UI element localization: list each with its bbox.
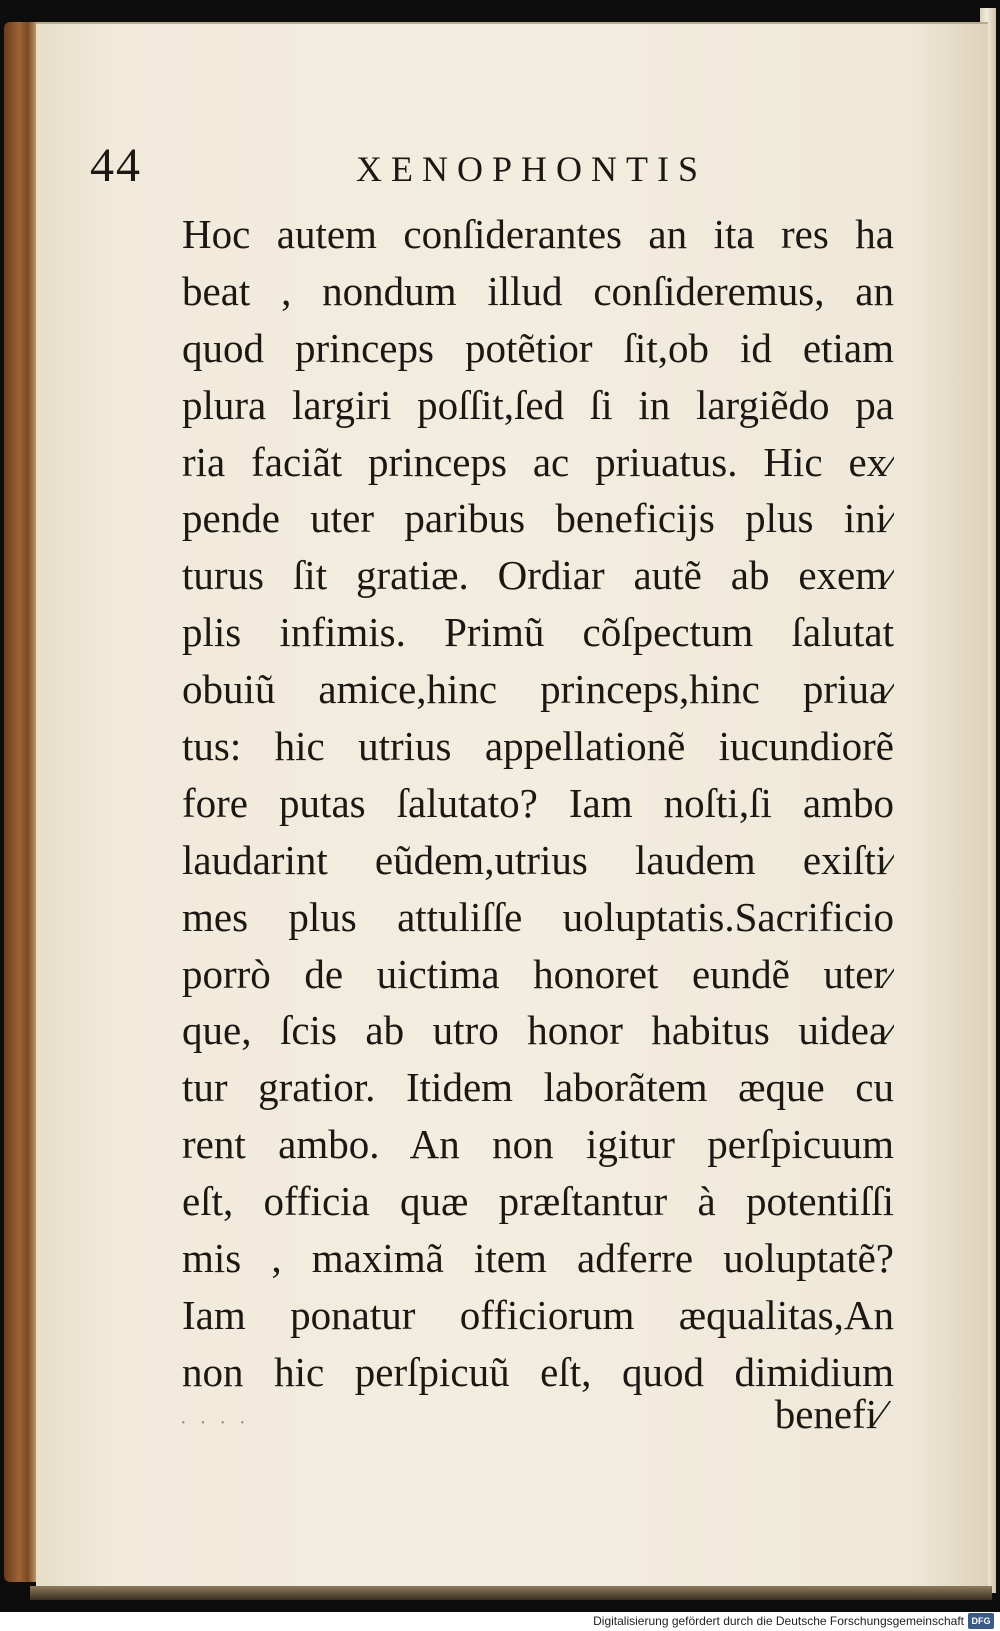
text-line: que, ſcis ab utro honor habitus uidea⁄ — [182, 1007, 894, 1054]
text-line: tus: hic utrius appellationẽ iucundiorẽ — [182, 723, 894, 770]
page-bottom-edge — [30, 1586, 992, 1600]
running-head: XENOPHONTIS — [356, 149, 707, 189]
text-line: turus ſit gratiæ. Ordiar autẽ ab exem⁄ — [182, 552, 894, 599]
dfg-logo: DFG — [968, 1613, 994, 1629]
text-line: quod princeps potẽtior ſit,ob id etiam — [182, 324, 894, 371]
text-line: non hic perſpicuũ eſt, quod dimidium — [182, 1348, 894, 1395]
text-block — [182, 206, 894, 1401]
text-line: porrò de uictima honoret eundẽ uter⁄ — [182, 950, 894, 997]
text-line: mis , maximã item adferre uoluptatẽ? — [182, 1235, 894, 1282]
text-line: plis infimis. Primũ cõſpectum ſalutat — [182, 609, 894, 656]
text-line: tur gratior. Itidem laborãtem æque cu — [182, 1064, 894, 1111]
digitization-credit: Digitalisierung gefördert durch die Deutsche Forschungsgemeinschaft — [593, 1614, 964, 1628]
text-line: rent ambo. An non igitur perſpicuum — [182, 1121, 894, 1168]
ink-specks: · · · · — [180, 1412, 250, 1434]
text-line: fore putas ſalutato? Iam noſti,ſi ambo — [182, 779, 894, 826]
text-line: laudarint eũdem,utrius laudem exiſti⁄ — [182, 836, 894, 883]
text-line: ria faciãt princeps ac priuatus. Hic ex⁄ — [182, 438, 894, 485]
text-line: mes plus attuliſſe uoluptatis.Sacrificio — [182, 893, 894, 940]
text-line: plura largiri poſſit,ſed ſi in largiẽdo pa — [182, 381, 894, 428]
text-line: beat , nondum illud conſideremus, an — [182, 267, 894, 314]
text-line: obuiũ amice,hinc princeps,hinc priua⁄ — [182, 666, 894, 713]
catchword: benefi⁄ — [774, 1391, 884, 1437]
page-number: 44 — [90, 139, 142, 192]
book-spine-edge — [4, 22, 38, 1582]
text-line: Hoc autem conſiderantes an ita res ha — [182, 211, 894, 257]
text-line: Iam ponatur officiorum æqualitas,An — [182, 1291, 894, 1338]
text-line: pende uter paribus beneficijs plus ini⁄ — [182, 495, 894, 542]
text-line: eſt, officia quæ præſtantur à potentiſſi — [182, 1178, 894, 1225]
